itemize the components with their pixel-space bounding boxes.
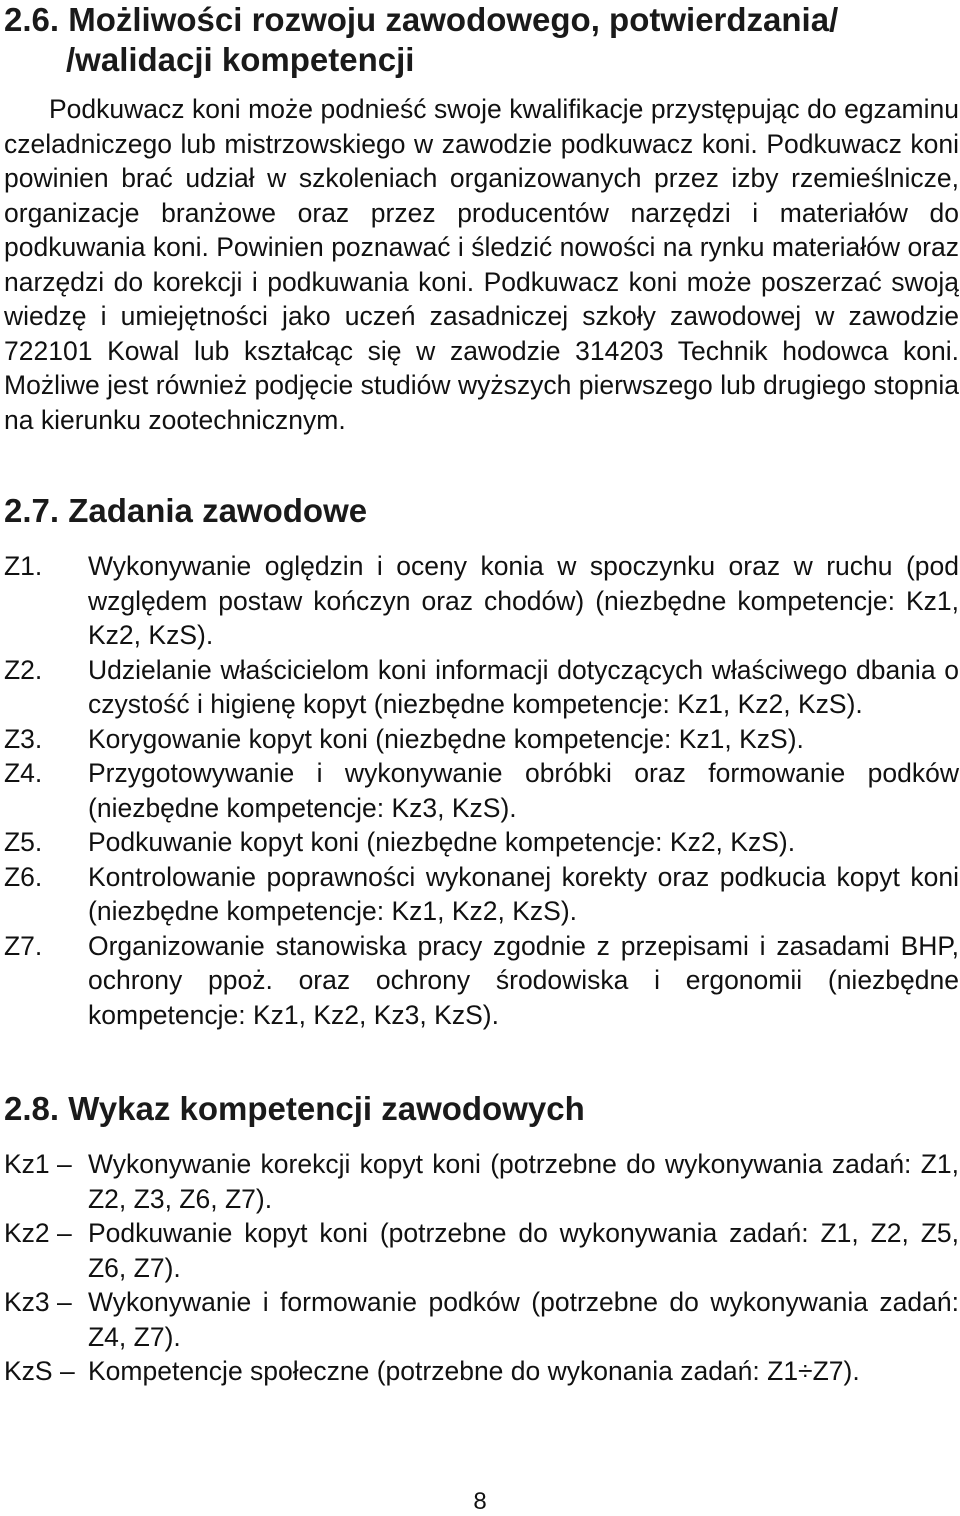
task-code: Z6. [4, 861, 43, 892]
task-item [4, 929, 959, 1033]
competency-item [4, 1354, 959, 1389]
competency-text: Wykonywanie i formowanie podków (potrzebne do wykonywania zadań: Z4, Z7). [88, 1287, 959, 1352]
page-number: 8 [473, 1488, 487, 1515]
section-2-8-title: 2.8. Wykaz kompetencji zawodowych [4, 1090, 585, 1127]
task-item [4, 653, 959, 722]
competency-item [4, 1285, 959, 1354]
competency-list [4, 1147, 959, 1389]
competency-text: Wykonywanie korekcji kopyt koni (potrzebne do wykonywania zadań: Z1, Z2, Z3, Z6, Z7). [88, 1149, 959, 1214]
competency-text: Podkuwanie kopyt koni (potrzebne do wykonywania zadań: Z1, Z2, Z5, Z6, Z7). [88, 1218, 959, 1283]
section-2-6-title-line2: /walidacji kompetencji [66, 41, 415, 78]
task-text: Kontrolowanie poprawności wykonanej korekty oraz podkucia kopyt koni (niezbędne kompetencje: Kz1, Kz2, KzS). [88, 861, 959, 926]
competency-item [4, 1216, 959, 1285]
task-item [4, 722, 959, 757]
competency-text: Kompetencje społeczne (potrzebne do wykonania zadań: Z1÷Z7). [88, 1356, 860, 1386]
task-code: Z7. [4, 930, 43, 961]
paragraph-text: Podkuwacz koni może podnieść swoje kwalifikacje przystępując do egzaminu czeladniczego lub mistrzowskiego w zawodzie podkuwacz koni. Podkuwacz koni powinien brać udział w szkoleniach organizowanych przez izby rzemieślnicze, organizacje branżowe oraz przez producentów narzędzi i materiałów do podkuwania koni. Powinien poznawać i śledzić nowości na rynku materiałów oraz narzędzi do korekcji i podkuwania koni. Podkuwacz koni może poszerzać swoją wiedzę i umiejętności jako uczeń zasadniczej szkoły zawodowej w zawodzie 722101 Kowal lub kształcąc się w zawodzie 314203 Technik hodowca koni. Możliwe jest również podjęcie studiów wyższych pierwszego lub drugiego stopnia na kierunku zootechnicznym. [4, 94, 959, 435]
task-code: Z2. [4, 654, 43, 685]
section-2-7-title: 2.7. Zadania zawodowe [4, 492, 368, 529]
task-code: Z1. [4, 551, 43, 581]
competency-code: Kz3 – [4, 1287, 72, 1317]
task-text: Udzielanie właścicielom koni informacji dotyczących właściwego dbania o czystość i higienę kopyt (niezbędne kompetencje: Kz1, Kz2, KzS). [88, 654, 959, 719]
section-2-6-title-line1: 2.6. Możliwości rozwoju zawodowego, potwierdzania/ [4, 1, 839, 38]
task-text: Przygotowywanie i wykonywanie obróbki oraz formowanie podków (niezbędne kompetencje: Kz3, KzS). [88, 758, 959, 823]
task-text: Wykonywanie oględzin i oceny konia w spoczynku oraz w ruchu (pod względem postaw kończyn oraz chodów) (niezbędne kompetencje: Kz1, Kz2, KzS). [88, 551, 959, 650]
task-text: Organizowanie stanowiska pracy zgodnie z przepisami i zasadami BHP, ochrony ppoż. oraz ochrony środowiska i ergonomii (niezbędne kompetencje: Kz1, Kz2, Kz3, KzS). [88, 930, 959, 1030]
competency-code: Kz2 – [4, 1218, 72, 1248]
task-item [4, 825, 959, 860]
competency-code: Kz1 – [4, 1149, 72, 1179]
task-item [4, 756, 959, 825]
task-text: Korygowanie kopyt koni (niezbędne kompetencje: Kz1, KzS). [88, 723, 804, 754]
task-code: Z3. [4, 723, 43, 754]
task-code: Z4. [4, 758, 43, 788]
section-2-6-paragraph [4, 92, 959, 437]
task-code: Z5. [4, 827, 43, 857]
competency-code: KzS – [4, 1356, 75, 1386]
task-item [4, 860, 959, 929]
competency-item [4, 1147, 959, 1216]
task-text: Podkuwanie kopyt koni (niezbędne kompetencje: Kz2, KzS). [88, 827, 796, 857]
task-list [4, 549, 959, 1032]
task-item [4, 549, 959, 653]
